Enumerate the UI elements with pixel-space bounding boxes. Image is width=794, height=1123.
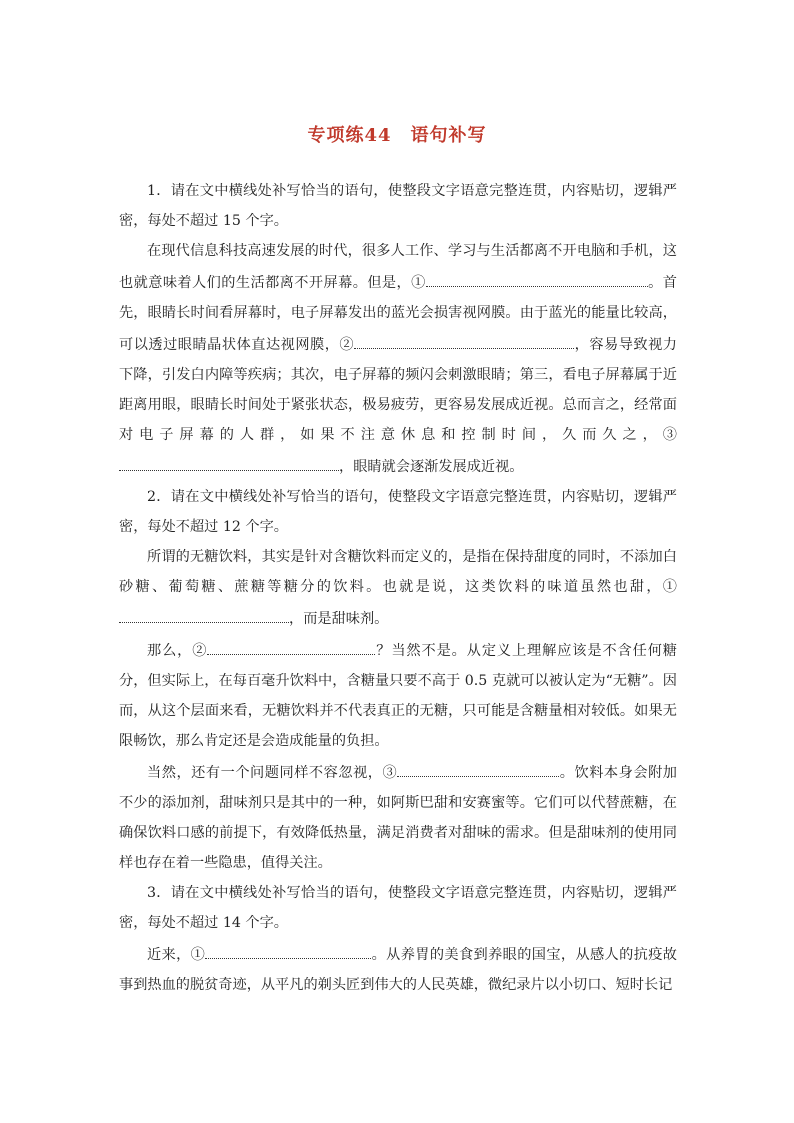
q2-paragraph-2: 那么，② ？当然不是。从定义上理解应该是不含任何糖分，但实际上，在每百毫升饮料中，含糖量只要不高于 0.5 克就可以被认定为“无糖”。因而，从这个层面来看，无糖饮料并不代表真正的无糖，只可能是含糖量相对较低。如果无限畅饮，那么肯定还是会造成能量的负担。 bbox=[119, 634, 677, 756]
answer-blank-3[interactable] bbox=[119, 450, 339, 471]
q2-paragraph-3: 当然，还有一个问题同样不容忽视，③ 。饮料本身会附加不少的添加剂，甜味剂只是其中的一种，如阿斯巴甜和安赛蜜等。它们可以代替蔗糖，在确保饮料口感的前提下，有效降低热量，满足消费者对甜味的需求。但是甜味剂的使用同样也存在着一些隐患，值得关注。 bbox=[119, 756, 677, 878]
page-title: 专项练44 语句补写 bbox=[307, 125, 487, 146]
answer-blank-1[interactable] bbox=[119, 602, 289, 623]
answer-blank-1[interactable] bbox=[205, 938, 371, 959]
q2-instruction: 2．请在文中横线处补写恰当的语句，使整段文字语意完整连贯，内容贴切，逻辑严密，每处不超过 12 个字。 bbox=[119, 489, 677, 535]
answer-blank-2[interactable] bbox=[207, 634, 375, 655]
q1-instruction: 1．请在文中横线处补写恰当的语句，使整段文字语意完整连贯，内容贴切，逻辑严密，每处不超过 15 个字。 bbox=[119, 183, 677, 229]
answer-blank-2[interactable] bbox=[354, 328, 574, 349]
q3-passage: 近来，① 。从养胃的美食到养眼的国宝，从感人的抗疫故事到热血的脱贫奇迹，从平凡的剃头匠到伟大的人民英雄，微纪录片以小切口、短时长记 bbox=[119, 938, 677, 1000]
q2-paragraph-1: 所谓的无糖饮料，其实是针对含糖饮料而定义的，是指在保持甜度的同时，不添加白砂糖、葡萄糖、蔗糖等糖分的饮料。也就是说，这类饮料的味道虽然也甜，①，而是甜味剂。 bbox=[119, 549, 677, 627]
exercise-body bbox=[119, 176, 677, 1000]
answer-blank-3[interactable] bbox=[397, 756, 559, 777]
answer-blank-1[interactable] bbox=[426, 266, 648, 287]
q3-instruction: 3．请在文中横线处补写恰当的语句，使整段文字语意完整连贯，内容贴切，逻辑严密，每处不超过 14 个字。 bbox=[119, 885, 677, 931]
q1-passage: 在现代信息科技高速发展的时代，很多人工作、学习与生活都离不开电脑和手机，这也就意味着人们的生活都离不开屏幕。但是，① 。首先，眼睛长时间看屏幕时，电子屏幕发出的蓝光会损害视网膜。由于蓝光的能量比较高，可以透过眼睛晶状体直达视网膜，② ，容易导致视力下降，引发白内障等疾病；其次，电子屏幕的频闪会刺激眼睛；第三，看电子屏幕属于近距离用眼，眼睛长时间处于紧张状态，极易疲劳，更容易发展成近视。总而言之，经常面对电子屏幕的人群，如果不注意休息和控制时间，久而久之，③，眼睛就会逐渐发展成近视。 bbox=[119, 243, 677, 475]
